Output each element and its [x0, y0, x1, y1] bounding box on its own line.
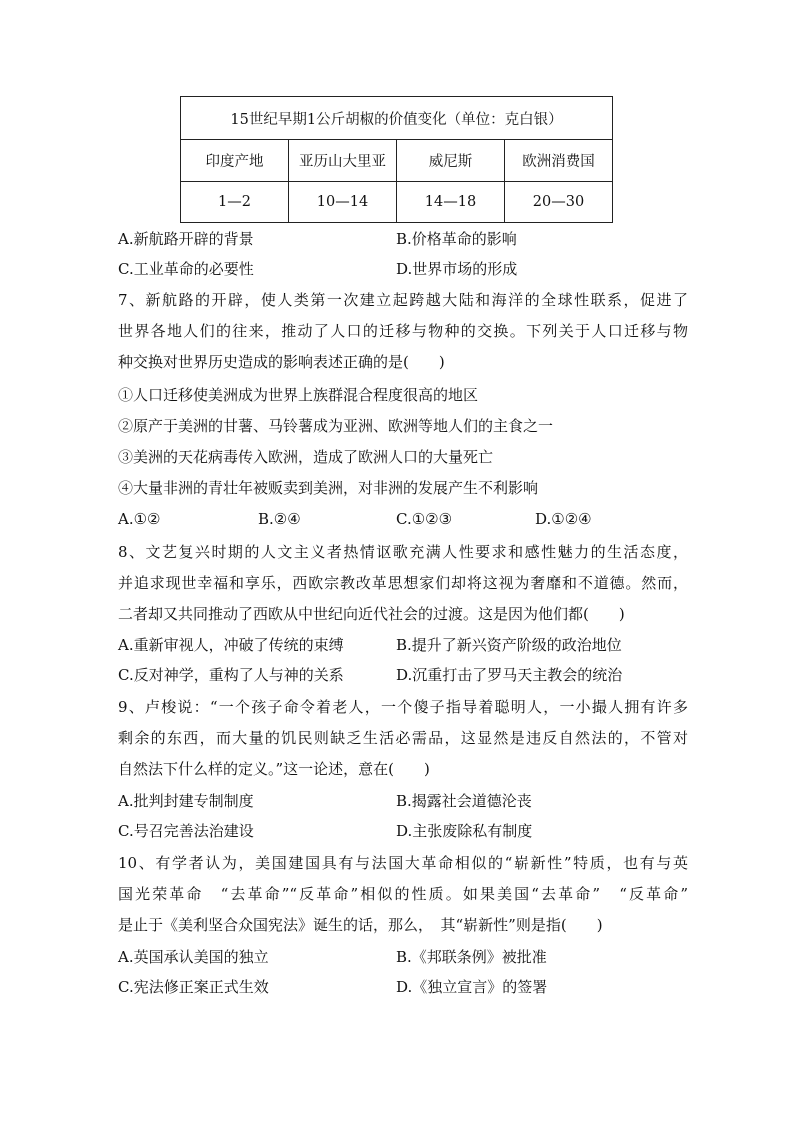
q7-option-a[interactable]: A.①②	[118, 510, 161, 528]
q6-option-b[interactable]: B.价格革命的影响	[396, 230, 517, 248]
q9-stem-line: 剩余的东西，而大量的饥民则缺乏生活必需品，这显然是违反自然法的，不管对	[118, 729, 688, 747]
q10-option-a[interactable]: A.英国承认美国的独立	[118, 948, 269, 966]
q9-option-c[interactable]: C.号召完善法治建设	[118, 822, 254, 840]
q7-statement-1: ①人口迁移使美洲成为世界上族群混合程度很高的地区	[118, 386, 479, 404]
q10-option-b[interactable]: B.《邦联条例》被批准	[396, 948, 547, 966]
q7-statement-2: ②原产于美洲的甘薯、马铃薯成为亚洲、欧洲等地人们的主食之一	[118, 417, 554, 435]
table-value-cell: 10—14	[289, 182, 397, 223]
table-value-cell: 20—30	[505, 182, 613, 223]
q7-option-b[interactable]: B.②④	[258, 510, 301, 528]
q8-stem-line: 并追求现世幸福和享乐，西欧宗教改革思想家们却将这视为奢靡和不道德。然而，	[118, 574, 688, 592]
q9-stem-line: 9、卢梭说：“一个孩子命令着老人，一个傻子指导着聪明人，一小撮人拥有许多	[118, 698, 688, 716]
q7-stem-line: 7、新航路的开辟，使人类第一次建立起跨越大陆和海洋的全球性联系，促进了	[118, 291, 688, 309]
q7-statement-3: ③美洲的天花病毒传入欧洲，造成了欧洲人口的大量死亡	[118, 448, 494, 466]
q6-option-d[interactable]: D.世界市场的形成	[396, 260, 518, 278]
table-title: 15世纪早期1公斤胡椒的价值变化（单位：克白银）	[181, 97, 613, 140]
table-header-cell: 印度产地	[181, 140, 289, 182]
q10-option-c[interactable]: C.宪法修正案正式生效	[118, 978, 269, 996]
q6-option-c[interactable]: C.工业革命的必要性	[118, 260, 254, 278]
q8-option-d[interactable]: D.沉重打击了罗马天主教会的统治	[396, 666, 623, 684]
q8-stem-line: 二者却又共同推动了西欧从中世纪向近代社会的过渡。这是因为他们都( )	[118, 605, 625, 623]
q10-stem-line: 是止于《美利坚合众国宪法》诞生的话，那么， 其“崭新性”则是指( )	[118, 916, 603, 934]
q9-option-b[interactable]: B.揭露社会道德沦丧	[396, 792, 532, 810]
q9-stem-line: 自然法下什么样的定义。”这一论述，意在( )	[118, 760, 430, 778]
q10-stem-line: 国光荣革命 “去革命”“反革命”相似的性质。如果美国“去革命” “反革命”	[118, 885, 688, 903]
q7-option-d[interactable]: D.①②④	[535, 510, 592, 528]
q9-option-a[interactable]: A.批判封建专制制度	[118, 792, 254, 810]
table-header-cell: 亚历山大里亚	[289, 140, 397, 182]
q10-stem-line: 10、有学者认为，美国建国具有与法国大革命相似的“崭新性”特质，也有与英	[118, 854, 688, 872]
table-header-cell: 威尼斯	[397, 140, 505, 182]
q10-option-d[interactable]: D.《独立宣言》的签署	[396, 978, 548, 996]
q8-option-b[interactable]: B.提升了新兴资产阶级的政治地位	[396, 636, 622, 654]
pepper-price-table	[180, 96, 613, 223]
q7-option-c[interactable]: C.①②③	[396, 510, 453, 528]
q8-stem-line: 8、文艺复兴时期的人文主义者热情讴歌充满人性要求和感性魅力的生活态度，	[118, 543, 688, 561]
q9-option-d[interactable]: D.主张废除私有制度	[396, 822, 533, 840]
table-value-cell: 14—18	[397, 182, 505, 223]
table-header-cell: 欧洲消费国	[505, 140, 613, 182]
table-value-cell: 1—2	[181, 182, 289, 223]
q6-option-a[interactable]: A.新航路开辟的背景	[118, 230, 254, 248]
q7-stem-line: 种交换对世界历史造成的影响表述正确的是( )	[118, 353, 445, 371]
q7-stem-line: 世界各地人们的往来，推动了人口的迁移与物种的交换。下列关于人口迁移与物	[118, 322, 688, 340]
q8-option-a[interactable]: A.重新审视人，冲破了传统的束缚	[118, 636, 344, 654]
q8-option-c[interactable]: C.反对神学，重构了人与神的关系	[118, 666, 344, 684]
q7-statement-4: ④大量非洲的青壮年被贩卖到美洲，对非洲的发展产生不利影响	[118, 479, 539, 497]
